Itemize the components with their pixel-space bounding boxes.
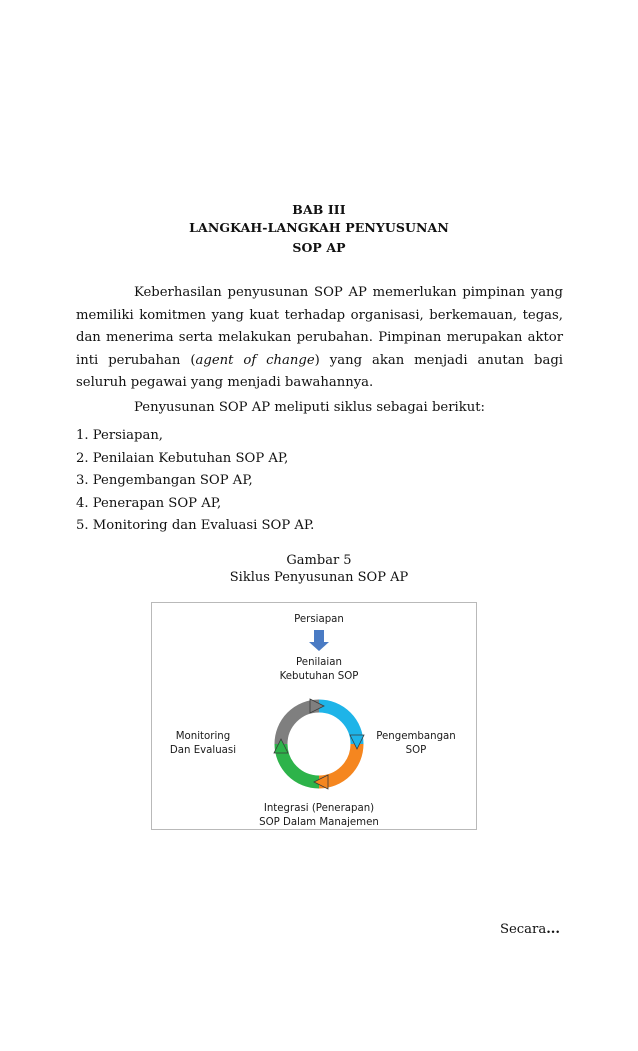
chapter-title: LANGKAH-LANGKAH PENYUSUNAN <box>189 220 449 235</box>
label-monitoring-line2: Dan Evaluasi <box>169 745 237 756</box>
label-needs-assessment <box>264 656 374 684</box>
intro-paragraph <box>76 282 563 395</box>
steps-list <box>76 425 314 538</box>
figure-caption-number: Gambar 5 <box>286 553 352 568</box>
label-development <box>370 730 462 758</box>
list-item: 4. Penerapan SOP AP, <box>76 495 222 511</box>
label-development-line2: SOP <box>405 745 427 756</box>
label-integration-line1: Integrasi (Penerapan) <box>263 803 375 814</box>
list-item: 2. Penilaian Kebutuhan SOP AP, <box>76 450 289 466</box>
cycle-intro-paragraph: Penyusunan SOP AP meliputi siklus sebagai berikut: <box>134 400 485 415</box>
figure-caption-title: Siklus Penyusunan SOP AP <box>229 570 409 585</box>
label-preparation <box>269 613 369 627</box>
label-needs-line1: Penilaian <box>296 657 342 668</box>
intro-text-italic: agent of change <box>195 352 315 368</box>
cycle-diagram <box>151 602 477 830</box>
label-preparation-text: Persiapan <box>294 614 344 625</box>
list-item: 1. Persiapan, <box>76 428 163 443</box>
chapter-number: BAB III <box>292 202 346 217</box>
list-item: 3. Pengembangan SOP AP, <box>76 473 253 488</box>
list-item: 5. Monitoring dan Evaluasi SOP AP. <box>76 518 315 533</box>
intro-text-after: ) yang akan menjadi anutan bagi seluruh pegawai yang menjadi bawahannya. <box>76 352 563 390</box>
cycle-diagram-graphic <box>152 603 478 831</box>
label-development-line1: Pengembangan <box>376 731 456 742</box>
label-integration-line2: SOP Dalam Manajemen <box>259 817 379 828</box>
label-needs-line2: Kebutuhan SOP <box>279 671 359 682</box>
label-monitoring-line1: Monitoring <box>175 731 231 742</box>
down-arrow-icon <box>309 630 329 651</box>
continuation-text: Secara <box>499 922 547 937</box>
chapter-subtitle: SOP AP <box>292 240 346 255</box>
intro-text-before: Keberhasilan penyusunan SOP AP memerlukan pimpinan yang memiliki komitmen yang kuat terhadap organisasi, berkemauan, tegas, dan menerima serta melakukan perubahan. Pimpinan merupakan aktor inti perubahan ( <box>76 285 563 368</box>
label-integration <box>249 802 389 830</box>
label-monitoring <box>162 730 244 758</box>
page-continuation <box>500 922 560 937</box>
continuation-ellipsis: ... <box>546 922 560 937</box>
